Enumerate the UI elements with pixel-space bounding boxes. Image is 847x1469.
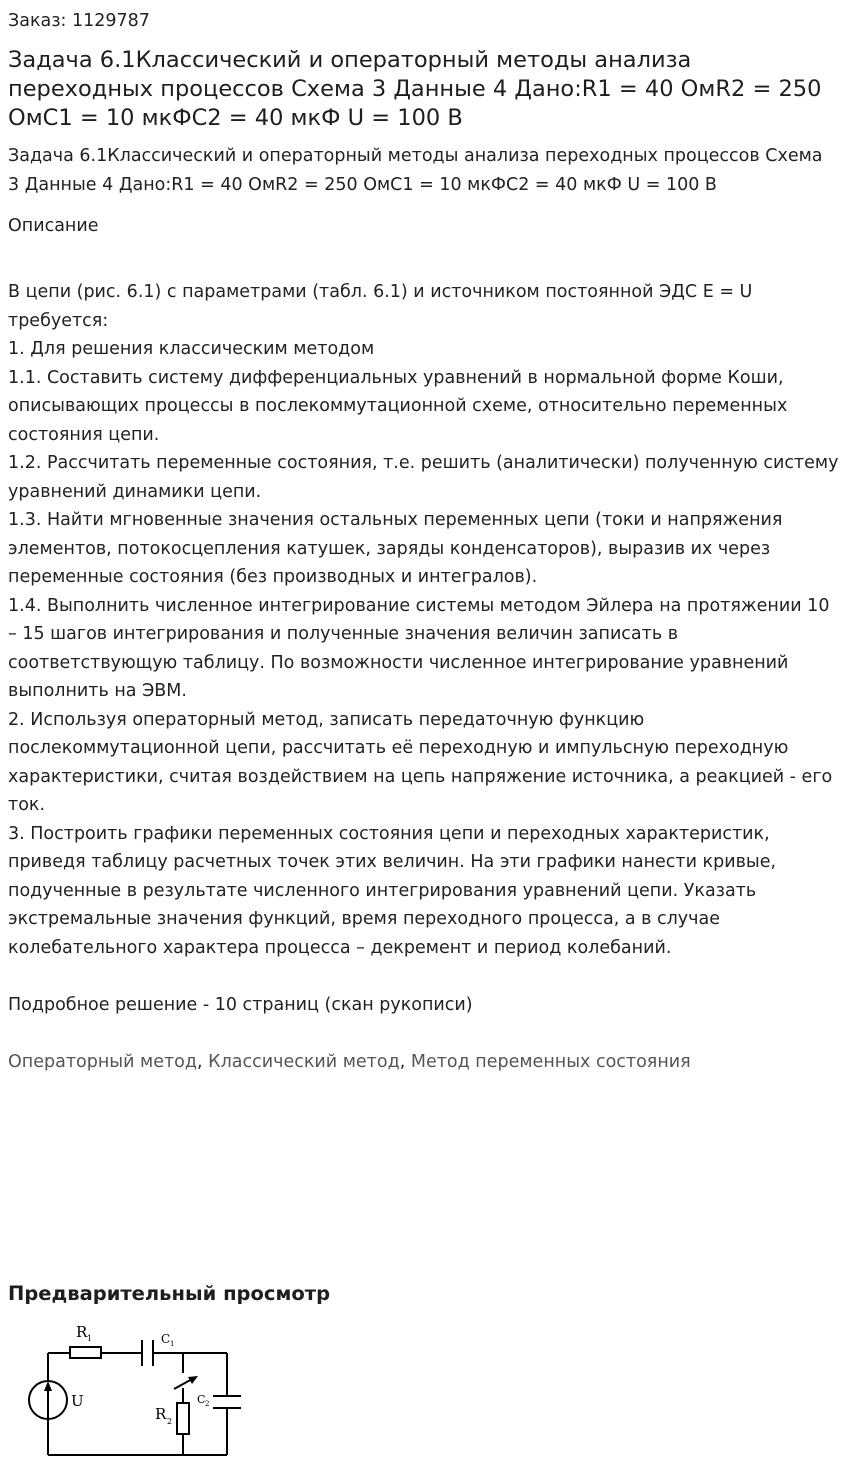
label-r2-sub: 2 [167,1417,173,1426]
body-paragraph: 1.2. Рассчитать переменные состояния, т.е. решить (аналитически) полученную систему уравнений динамики цепи. [8,453,839,502]
page [0,10,847,1076]
label-c2-sub: 2 [205,1400,210,1408]
label-c1-sub: 1 [170,1340,175,1348]
tag-link-state-variables-method[interactable]: Метод переменных состояния [410,1051,691,1072]
body-paragraph: 1. Для решения классическим методом [8,339,375,359]
tag-link-classic-method[interactable]: Классический метод [208,1051,400,1072]
label-c2: C [197,1393,206,1406]
tag-link-operator-method[interactable]: Операторный метод [8,1051,197,1072]
circuit-diagram [20,1318,250,1463]
page-title: Задача 6.1Классический и операторный методы анализа переходных процессов Схема 3 Данные 4 Дано:R1 = 40 ОмR2 = 250 ОмC1 = 10 мкФC2 = 40 мкФ U = 100 В [8,47,822,131]
task-subtitle: Задача 6.1Классический и операторный методы анализа переходных процессов Схема 3 Данные 4 Дано:R1 = 40 ОмR2 = 250 ОмC1 = 10 мкФC2 = 40 мкФ U = 100 В [8,146,823,195]
preview-title: Предварительный просмотр [8,1282,331,1305]
tag-separator: , [197,1051,203,1072]
label-c1: C [161,1332,171,1346]
label-r1: R [76,1323,88,1341]
body-paragraph: 3. Построить графики переменных состояния цепи и переходных характеристик, приведя таблицу расчетных точек этих величин. На эти графики нанести кривые, подученные в результате численного интегрирования уравнений цепи. Указать экстремальные значения функций, время переходного процесса, а в случае колебательного характера процесса – декремент и период колебаний. [8,823,777,958]
solution-note: Подробное решение - 10 страниц (скан рукописи) [8,994,473,1015]
resistor-r2 [177,1403,189,1434]
source-arrow-head [44,1381,52,1391]
order-number: Заказ: 1129787 [8,11,150,31]
description-label: Описание [8,216,99,236]
body-paragraph: 1.4. Выполнить численное интегрирование системы методом Эйлера на протяжении 10 – 15 шагов интегрирования и полученные значения величин записать в соответствующую таблицу. По возможности численное интегрирование уравнений выполнить на ЭВМ. [8,595,830,701]
tag-list [8,1048,839,1077]
body-paragraph: В цепи (рис. 6.1) с параметрами (табл. 6.1) и источником постоянной ЭДС E = U требуется: [8,282,753,331]
resistor-r1 [70,1347,101,1358]
label-r1-sub: 1 [87,1334,93,1343]
body-paragraph: 1.1. Составить систему дифференциальных уравнений в нормальной форме Коши, описывающих процессы в послекоммутационной схеме, относительно переменных состояния цепи. [8,367,788,445]
label-r2: R [155,1405,167,1423]
description-body [8,278,839,962]
body-paragraph: 1.3. Найти мгновенные значения остальных переменных цепи (токи и напряжения элементов, потокосцепления катушек, заряды конденсаторов), выразив их через переменные состояния (без производных и интегралов). [8,510,783,587]
tag-separator: , [399,1051,406,1072]
label-u: U [71,1392,84,1410]
body-paragraph: 2. Используя операторный метод, записать передаточную функцию послекоммутационной цепи, рассчитать её переходную и импульсную переходную характеристики, считая воздействием на цепь напряжение источника, а реакцией - его ток. [8,709,833,815]
